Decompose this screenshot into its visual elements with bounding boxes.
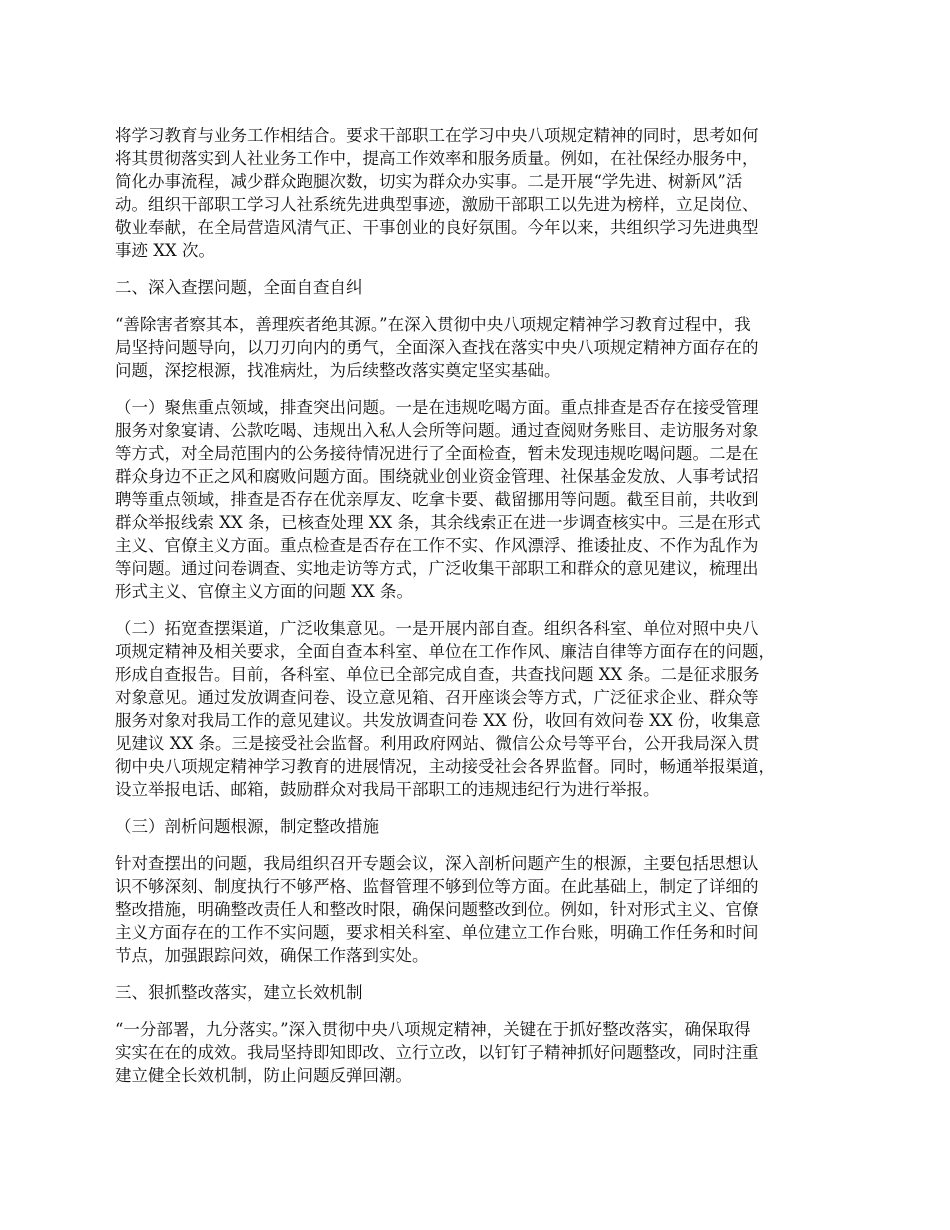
- body-paragraph: [115, 396, 860, 603]
- text-line: “一分部署，九分落实。”深入贯彻中央八项规定精神，关键在于抓好整改落实，确保取得: [115, 1020, 751, 1039]
- text-line: 识不够深刻、制度执行不够严格、监督管理不够到位等方面。在此基础上，制定了详细的: [115, 877, 759, 896]
- text-line: 敬业奉献，在全局营造风清气正、干事创业的良好氛围。今年以来，共组织学习先进典型: [115, 218, 759, 237]
- text-line: （三）剖析问题根源，制定整改措施: [115, 817, 379, 836]
- body-paragraph: [115, 313, 860, 382]
- section-heading: [115, 276, 860, 299]
- text-line: 形式主义、官僚主义方面的问题 XX 条。: [115, 582, 413, 601]
- body-paragraph: [115, 124, 860, 262]
- body-paragraph: [115, 617, 860, 801]
- text-line: 聘等重点领域，排查是否存在优亲厚友、吃拿卡要、截留挪用等问题。截至目前，共收到: [115, 490, 759, 509]
- text-line: 针对查摆出的问题，我局组织召开专题会议，深入剖析问题产生的根源，主要包括思想认: [115, 854, 759, 873]
- text-line: 对象意见。通过发放调查问卷、设立意见箱、召开座谈会等方式，广泛征求企业、群众等: [115, 688, 759, 707]
- text-line: 将学习教育与业务工作相结合。要求干部职工在学习中央八项规定精神的同时，思考如何: [115, 126, 759, 145]
- text-line: 三、狠抓整改落实，建立长效机制: [115, 983, 363, 1002]
- text-line: （一）聚焦重点领域，排查突出问题。一是在违规吃喝方面。重点排查是否存在接受管理: [115, 398, 759, 417]
- text-line: 等方式，对全局范围内的公务接待情况进行了全面检查，暂未发现违规吃喝问题。二是在: [115, 444, 759, 463]
- text-line: 整改措施，明确整改责任人和整改时限，确保问题整改到位。例如，针对形式主义、官僚: [115, 900, 759, 919]
- text-line: 项规定精神及相关要求，全面自查本科室、单位在工作作风、廉洁自律等方面存在的问题，: [115, 642, 775, 661]
- text-line: 服务对象对我局工作的意见建议。共发放调查问卷 XX 份，收回有效问卷 XX 份，收集意: [115, 711, 761, 730]
- text-line: 形成自查报告。目前，各科室、单位已全部完成自查，共查找问题 XX 条。二是征求服务: [115, 665, 760, 684]
- text-line: 局坚持问题导向，以刀刃向内的勇气，全面深入查找在落实中央八项规定精神方面存在的: [115, 338, 759, 357]
- text-line: 实实在在的成效。我局坚持即知即改、立行立改，以钉钉子精神抓好问题整改，同时注重: [115, 1043, 759, 1062]
- text-line: 节点，加强跟踪问效，确保工作落到实处。: [115, 946, 429, 965]
- section-heading: [115, 981, 860, 1004]
- document-body: [115, 124, 860, 1101]
- text-line: 群众举报线索 XX 条，已核查处理 XX 条，其余线索正在进一步调查核实中。三是在形式: [115, 513, 761, 532]
- body-paragraph: [115, 852, 860, 967]
- text-line: 二、深入查摆问题，全面自查自纠: [115, 278, 363, 297]
- text-line: 等问题。通过问卷调查、实地走访等方式，广泛收集干部职工和群众的意见建议，梳理出: [115, 559, 759, 578]
- text-line: 彻中央八项规定精神学习教育的进展情况，主动接受社会各界监督。同时，畅通举报渠道，: [115, 757, 775, 776]
- section-heading: [115, 815, 860, 838]
- text-line: 问题，深挖根源，找准病灶，为后续整改落实奠定坚实基础。: [115, 361, 561, 380]
- text-line: 建立健全长效机制，防止问题反弹回潮。: [115, 1066, 412, 1085]
- text-line: 将其贯彻落实到人社业务工作中，提高工作效率和服务质量。例如，在社保经办服务中，: [115, 149, 759, 168]
- text-line: 主义方面存在的工作不实问题，要求相关科室、单位建立工作台账，明确工作任务和时间: [115, 923, 759, 942]
- text-line: 简化办事流程，减少群众跑腿次数，切实为群众办实事。二是开展“学先进、树新风”活: [115, 172, 743, 191]
- text-line: “善除害者察其本，善理疾者绝其源。”在深入贯彻中央八项规定精神学习教育过程中，我: [115, 315, 751, 334]
- text-line: （二）拓宽查摆渠道，广泛收集意见。一是开展内部自查。组织各科室、单位对照中央八: [115, 619, 759, 638]
- text-line: 群众身边不正之风和腐败问题方面。围绕就业创业资金管理、社保基金发放、人事考试招: [115, 467, 759, 486]
- text-line: 服务对象宴请、公款吃喝、违规出入私人会所等问题。通过查阅财务账目、走访服务对象: [115, 421, 759, 440]
- text-line: 设立举报电话、邮箱，鼓励群众对我局干部职工的违规违纪行为进行举报。: [115, 780, 660, 799]
- body-paragraph: [115, 1018, 860, 1087]
- text-line: 见建议 XX 条。三是接受社会监督。利用政府网站、微信公众号等平台，公开我局深入贯: [115, 734, 760, 753]
- text-line: 主义、官僚主义方面。重点检查是否存在工作不实、作风漂浮、推诿扯皮、不作为乱作为: [115, 536, 759, 555]
- text-line: 事迹 XX 次。: [115, 241, 215, 260]
- text-line: 动。组织干部职工学习人社系统先进典型事迹，激励干部职工以先进为榜样，立足岗位、: [115, 195, 759, 214]
